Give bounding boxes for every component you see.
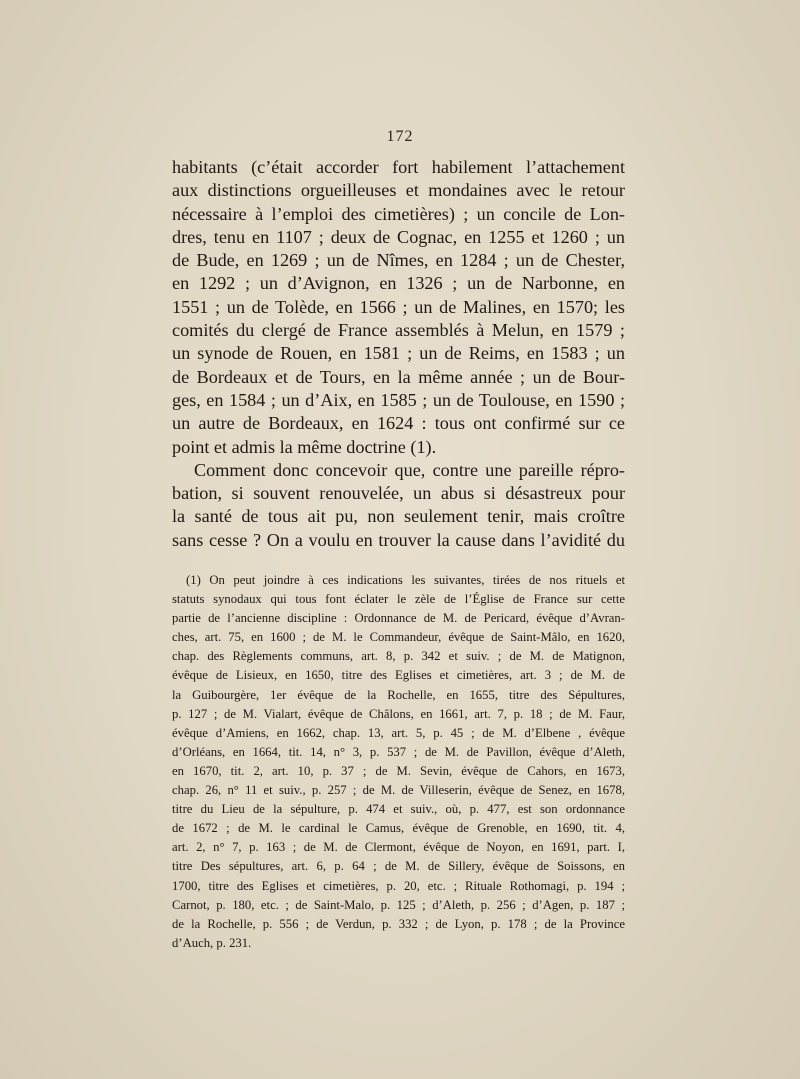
footnote-line: Carnot, p. 180, etc. ; de Saint-Malo, p. 125 ; d’Aleth, p. 256 ; d’Agen, p. 187 ; bbox=[172, 897, 625, 912]
footnote-line: ches, art. 75, en 1600 ; de M. le Commandeur, évêque de Saint-Mâlo, en 1620, bbox=[172, 630, 625, 645]
main-text-line: de Bude, en 1269 ; un de Nîmes, en 1284 ; un de Chester, bbox=[172, 250, 625, 271]
footnote-line: d’Orléans, en 1664, tit. 14, n° 3, p. 537 ; de M. de Pavillon, évêque d’Aleth, bbox=[172, 744, 625, 759]
footnote-line: d’Auch, p. 231. bbox=[172, 935, 252, 950]
footnote-line: de la Rochelle, p. 556 ; de Verdun, p. 332 ; de Lyon, p. 178 ; de la Province bbox=[172, 916, 625, 931]
main-text-line: sans cesse ? On a voulu en trouver la cause dans l’avidité du bbox=[172, 529, 625, 550]
main-text-line: en 1292 ; un d’Avignon, en 1326 ; un de Narbonne, en bbox=[172, 273, 625, 294]
main-text-line: aux distinctions orgueilleuses et mondaines avec le retour bbox=[172, 180, 625, 201]
main-text-line: ges, en 1584 ; un d’Aix, en 1585 ; un de Toulouse, en 1590 ; bbox=[172, 389, 625, 410]
main-text-line: un autre de Bordeaux, en 1624 : tous ont confirmé sur ce bbox=[172, 413, 625, 434]
page-number: 172 bbox=[386, 128, 414, 145]
footnote-line: la Guibourgère, 1er évêque de la Rochelle, en 1655, titre des Sépultures, bbox=[172, 687, 625, 702]
footnote-block bbox=[172, 571, 625, 953]
main-text-line: de Bordeaux et de Tours, en la même année ; un de Bour- bbox=[172, 366, 625, 387]
footnote-line: (1) On peut joindre à ces indications les suivantes, tirées de nos rituels et bbox=[186, 573, 625, 587]
main-text-line: habitants (c’était accorder fort habilement l’attachement bbox=[172, 157, 625, 177]
footnote-line: de 1672 ; de M. le cardinal le Camus, évêque de Grenoble, en 1690, tit. 4, bbox=[172, 821, 625, 836]
footnote-line: en 1670, tit. 2, art. 10, p. 37 ; de M. Sevin, évêque de Cahors, en 1673, bbox=[172, 763, 625, 778]
footnote-line: p. 127 ; de M. Vialart, évêque de Châlons, en 1661, art. 7, p. 18 ; de M. Faur, bbox=[172, 706, 625, 721]
footnote-line: art. 2, n° 7, p. 163 ; de M. de Clermont, évêque de Noyon, en 1691, part. I, bbox=[172, 840, 625, 855]
main-text-line: dres, tenu en 1107 ; deux de Cognac, en 1255 et 1260 ; un bbox=[172, 226, 625, 247]
footnote-line: 1700, titre des Eglises et cimetières, p. 20, etc. ; Rituale Rothomagi, p. 194 ; bbox=[172, 878, 625, 893]
main-text-line: 1551 ; un de Tolède, en 1566 ; un de Malines, en 1570; les bbox=[172, 296, 625, 317]
footnote-line: chap. 26, n° 11 et suiv., p. 257 ; de M. de Villeserin, évêque de Senez, en 1678, bbox=[172, 783, 625, 798]
footnote-line: chap. des Règlements communs, art. 8, p. 342 et suiv. ; de M. de Matignon, bbox=[172, 649, 625, 664]
main-text-line: bation, si souvent renouvelée, un abus si désastreux pour bbox=[172, 483, 625, 504]
main-text-line: point et admis la même doctrine (1). bbox=[172, 436, 437, 457]
footnote-line: évêque d’Amiens, en 1662, chap. 13, art. 5, p. 45 ; de M. d’Elbene , évêque bbox=[172, 725, 625, 740]
main-text-line: nécessaire à l’emploi des cimetières) ; un concile de Lon- bbox=[172, 203, 625, 224]
footnote-line: titre du Lieu de la sépulture, p. 474 et suiv., où, p. 477, est son ordonnance bbox=[172, 802, 625, 817]
main-text-line: comités du clergé de France assemblés à Melun, en 1579 ; bbox=[172, 320, 625, 341]
main-text-block bbox=[172, 156, 625, 552]
main-text-line: Comment donc concevoir que, contre une pareille répro- bbox=[194, 459, 625, 480]
footnote-line: titre Des sépultures, art. 6, p. 64 ; de M. de Sillery, évêque de Soissons, en bbox=[172, 859, 625, 874]
main-text-line: la santé de tous ait pu, non seulement tenir, mais croître bbox=[172, 506, 625, 527]
footnote-line: statuts synodaux qui tous font éclater le zèle de l’Église de France sur cette bbox=[172, 592, 625, 607]
main-text-line: un synode de Rouen, en 1581 ; un de Reims, en 1583 ; un bbox=[172, 343, 625, 364]
footnote-line: évêque de Lisieux, en 1650, titre des Eglises et cimetières, art. 3 ; de M. de bbox=[172, 668, 625, 683]
footnote-line: partie de l’ancienne discipline : Ordonnance de M. de Pericard, évêque d’Avran- bbox=[172, 611, 625, 626]
